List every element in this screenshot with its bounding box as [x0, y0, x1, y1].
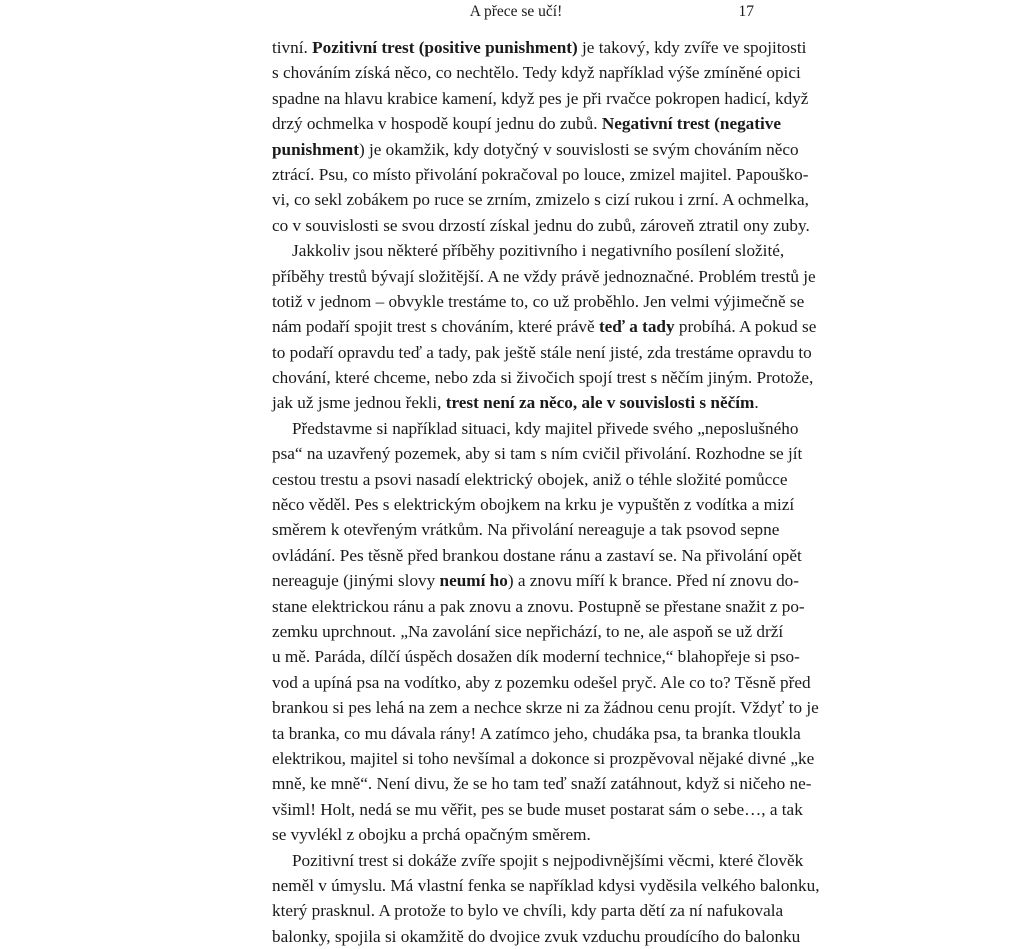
text-line [272, 111, 760, 136]
text-run: totiž v jednom – obvykle trestáme to, co už proběhlo. Jen velmi výjimečně se [272, 292, 804, 311]
bold-term: trest není za něco, ale v souvislosti s něčím [446, 393, 755, 412]
paragraph [272, 416, 760, 848]
page-number: 17 [739, 3, 755, 21]
text-run: všiml! Holt, nedá se mu věřit, pes se bude muset postarat sám o sebe…, a tak [272, 800, 803, 819]
text-line [272, 695, 760, 720]
text-line [272, 162, 760, 187]
text-run: zemku uprchnout. „Na zavolání sice nepřichází, to ne, ale aspoň se už drží [272, 622, 783, 641]
text-line [272, 848, 760, 873]
text-line [272, 517, 760, 542]
text-run: vod a upíná psa na vodítko, aby z pozemku odešel pryč. Ale co to? Těsně před [272, 673, 811, 692]
text-line [272, 771, 760, 796]
text-run: stane elektrickou ránu a pak znovu a znovu. Postupně se přestane snažit z po- [272, 597, 805, 616]
text-run: Jakkoliv jsou některé příběhy pozitivního i negativního posílení složité, [292, 241, 784, 260]
text-run: . [754, 393, 758, 412]
text-run: ztrácí. Psu, co místo přivolání pokračoval po louce, zmizel majitel. Papouško- [272, 165, 809, 184]
text-line [272, 213, 760, 238]
bold-term: teď a tady [599, 317, 675, 336]
bold-term: neumí ho [440, 571, 508, 590]
text-run: cestou trestu a psovi nasadí elektrický obojek, aniž o téhle složité pomůcce [272, 470, 787, 489]
text-line [272, 543, 760, 568]
text-line [272, 35, 760, 60]
text-line [272, 594, 760, 619]
text-run: balonky, spojila si okamžitě do dvojice zvuk vzduchu proudícího do balonku [272, 927, 800, 946]
text-run: mně, ke mně“. Není divu, že se ho tam teď snaží zatáhnout, když si ničeho ne- [272, 774, 811, 793]
text-run: drzý ochmelka v hospodě koupí jednu do zubů. [272, 114, 602, 133]
text-run: se vyvlékl z obojku a prchá opačným směrem. [272, 825, 591, 844]
text-run: ta branka, co mu dávala rány! A zatímco jeho, chudáka psa, ta branka tloukla [272, 724, 801, 743]
text-run: Pozitivní trest si dokáže zvíře spojit s nejpodivnějšími věcmi, které člověk [292, 851, 803, 870]
paragraph [272, 848, 760, 949]
text-line [272, 822, 760, 847]
text-run: psa“ na uzavřený pozemek, aby si tam s ním cvičil přivolání. Rozhodne se jít [272, 444, 802, 463]
text-run: příběhy trestů bývají složitější. A ne vždy právě jednoznačné. Problém trestů je [272, 267, 816, 286]
text-line [272, 416, 760, 441]
text-line [272, 289, 760, 314]
text-run: nereaguje (jinými slovy [272, 571, 440, 590]
text-line [272, 898, 760, 923]
running-header [272, 3, 760, 23]
text-line [272, 797, 760, 822]
text-run: u mě. Paráda, dílčí úspěch dosažen dík moderní technice,“ blahopřeje si pso- [272, 647, 800, 666]
text-run: který prasknul. A protože to bylo ve chvíli, kdy parta dětí za ní nafukovala [272, 901, 783, 920]
text-line [272, 137, 760, 162]
text-line [272, 619, 760, 644]
text-run: jak už jsme jednou řekli, [272, 393, 446, 412]
text-run: ) je okamžik, kdy dotyčný v souvislosti se svým chováním něco [359, 140, 799, 159]
text-run: brankou si pes lehá na zem a nechce skrze ni za žádnou cenu projít. Vždyť to je [272, 698, 819, 717]
text-line [272, 187, 760, 212]
text-run: tivní. [272, 38, 312, 57]
text-line [272, 492, 760, 517]
text-line [272, 873, 760, 898]
text-run: co v souvislosti se svou drzostí získal jednu do zubů, zároveň ztratil ony zuby. [272, 216, 810, 235]
text-line [272, 365, 760, 390]
text-line [272, 924, 760, 949]
text-run: chování, které chceme, nebo zda si živočich spojí trest s něčím jiným. Protože, [272, 368, 813, 387]
text-run: probíhá. A pokud se [675, 317, 817, 336]
chapter-title: A přece se učí! [272, 3, 760, 21]
paragraph [272, 238, 760, 416]
text-line [272, 721, 760, 746]
text-line [272, 644, 760, 669]
text-line [272, 340, 760, 365]
text-line [272, 670, 760, 695]
text-run: s chováním získá něco, co nechtělo. Tedy když například výše zmíněné opici [272, 63, 801, 82]
text-line [272, 314, 760, 339]
text-run: je takový, kdy zvíře ve spojitosti [578, 38, 807, 57]
text-line [272, 264, 760, 289]
bold-term: Pozitivní trest (positive punishment) [312, 38, 578, 57]
text-line [272, 568, 760, 593]
text-run: ovládání. Pes těsně před brankou dostane ránu a zastaví se. Na přivolání opět [272, 546, 802, 565]
text-line [272, 238, 760, 263]
text-line [272, 390, 760, 415]
text-run: vi, co sekl zobákem po ruce se zrním, zmizelo s cizí rukou i zrní. A ochmelka, [272, 190, 809, 209]
text-line [272, 86, 760, 111]
text-run: nám podaří spojit trest s chováním, které právě [272, 317, 599, 336]
text-run: něco věděl. Pes s elektrickým obojkem na krku je vypuštěn z vodítka a mizí [272, 495, 794, 514]
text-line [272, 60, 760, 85]
text-run: spadne na hlavu krabice kamení, když pes je při rvačce pokropen hadicí, když [272, 89, 808, 108]
page-body-text [272, 35, 760, 949]
text-run: Představme si například situaci, kdy majitel přivede svého „neposlušného [292, 419, 798, 438]
text-run: směrem k otevřeným vrátkům. Na přivolání nereaguje a tak psovod sepne [272, 520, 779, 539]
bold-term: punishment [272, 140, 359, 159]
text-line [272, 467, 760, 492]
bold-term: Negativní trest (negative [602, 114, 781, 133]
text-run: to podaří opravdu teď a tady, pak ještě stále není jisté, zda trestáme opravdu to [272, 343, 812, 362]
paragraph [272, 35, 760, 238]
text-run: ) a znovu míří k brance. Před ní znovu do- [508, 571, 799, 590]
text-run: elektrikou, majitel si toho nevšímal a dokonce si prozpěvoval nějaké divné „ke [272, 749, 814, 768]
text-run: neměl v úmyslu. Má vlastní fenka se například kdysi vyděsila velkého balonku, [272, 876, 820, 895]
text-line [272, 441, 760, 466]
